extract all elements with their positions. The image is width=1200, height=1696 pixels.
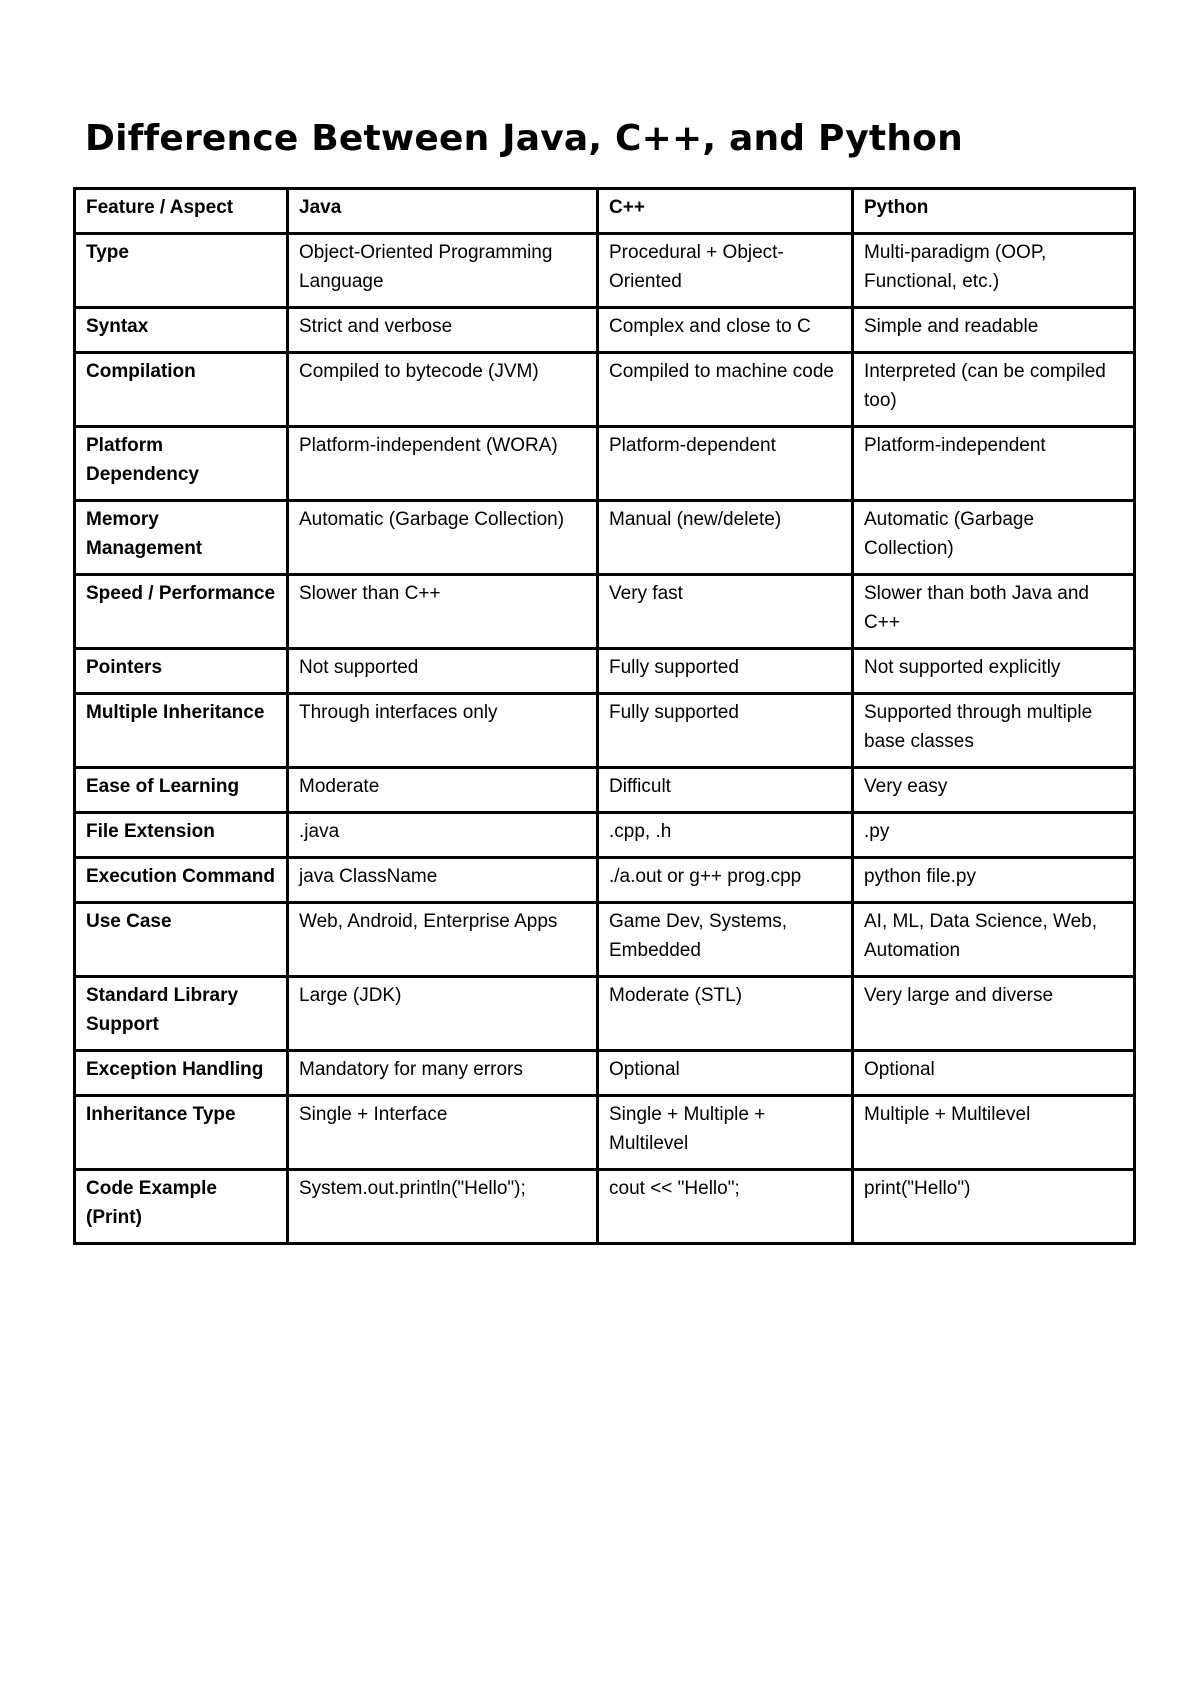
cell-java: Large (JDK) — [288, 977, 598, 1051]
cell-cpp: Single + Multiple + Multilevel — [598, 1096, 853, 1170]
cell-java: System.out.println("Hello"); — [288, 1170, 598, 1244]
table-row — [75, 234, 1135, 308]
cell-feature: Ease of Learning — [75, 768, 288, 813]
cell-cpp: Compiled to machine code — [598, 353, 853, 427]
cell-feature: Code Example (Print) — [75, 1170, 288, 1244]
table-row — [75, 427, 1135, 501]
cell-java: Web, Android, Enterprise Apps — [288, 903, 598, 977]
cell-feature: Multiple Inheritance — [75, 694, 288, 768]
table-row — [75, 353, 1135, 427]
table-row — [75, 649, 1135, 694]
table-row — [75, 768, 1135, 813]
cell-feature: Type — [75, 234, 288, 308]
cell-python: .py — [853, 813, 1135, 858]
cell-python: Multi-paradigm (OOP, Functional, etc.) — [853, 234, 1135, 308]
header-java: Java — [288, 189, 598, 234]
cell-python: AI, ML, Data Science, Web, Automation — [853, 903, 1135, 977]
cell-java: java ClassName — [288, 858, 598, 903]
cell-python: Supported through multiple base classes — [853, 694, 1135, 768]
cell-feature: Pointers — [75, 649, 288, 694]
table-row — [75, 501, 1135, 575]
table-row — [75, 1096, 1135, 1170]
cell-cpp: Difficult — [598, 768, 853, 813]
cell-cpp: Procedural + Object-Oriented — [598, 234, 853, 308]
cell-python: Multiple + Multilevel — [853, 1096, 1135, 1170]
cell-cpp: ./a.out or g++ prog.cpp — [598, 858, 853, 903]
header-python: Python — [853, 189, 1135, 234]
cell-feature: File Extension — [75, 813, 288, 858]
cell-cpp: Moderate (STL) — [598, 977, 853, 1051]
cell-python: Platform-independent — [853, 427, 1135, 501]
cell-cpp: Platform-dependent — [598, 427, 853, 501]
cell-java: Strict and verbose — [288, 308, 598, 353]
cell-feature: Use Case — [75, 903, 288, 977]
table-header-row — [75, 189, 1135, 234]
table-row — [75, 694, 1135, 768]
cell-feature: Exception Handling — [75, 1051, 288, 1096]
cell-cpp: Complex and close to C — [598, 308, 853, 353]
cell-python: print("Hello") — [853, 1170, 1135, 1244]
page-title: Difference Between Java, C++, and Python — [85, 118, 963, 159]
cell-python: Automatic (Garbage Collection) — [853, 501, 1135, 575]
cell-cpp: Manual (new/delete) — [598, 501, 853, 575]
cell-java: Automatic (Garbage Collection) — [288, 501, 598, 575]
cell-python: python file.py — [853, 858, 1135, 903]
cell-python: Not supported explicitly — [853, 649, 1135, 694]
cell-java: Single + Interface — [288, 1096, 598, 1170]
cell-cpp: cout << "Hello"; — [598, 1170, 853, 1244]
table-row — [75, 575, 1135, 649]
table-row — [75, 1051, 1135, 1096]
table-row — [75, 858, 1135, 903]
cell-feature: Syntax — [75, 308, 288, 353]
cell-java: Object-Oriented Programming Language — [288, 234, 598, 308]
cell-java: Not supported — [288, 649, 598, 694]
cell-java: Slower than C++ — [288, 575, 598, 649]
cell-cpp: Game Dev, Systems, Embedded — [598, 903, 853, 977]
cell-java: Moderate — [288, 768, 598, 813]
cell-python: Interpreted (can be compiled too) — [853, 353, 1135, 427]
cell-feature: Compilation — [75, 353, 288, 427]
header-cpp: C++ — [598, 189, 853, 234]
table-row — [75, 813, 1135, 858]
cell-java: Compiled to bytecode (JVM) — [288, 353, 598, 427]
cell-python: Slower than both Java and C++ — [853, 575, 1135, 649]
cell-feature: Standard Library Support — [75, 977, 288, 1051]
table-row — [75, 903, 1135, 977]
cell-cpp: Fully supported — [598, 649, 853, 694]
cell-cpp: Very fast — [598, 575, 853, 649]
cell-python: Optional — [853, 1051, 1135, 1096]
cell-feature: Inheritance Type — [75, 1096, 288, 1170]
cell-java: Platform-independent (WORA) — [288, 427, 598, 501]
cell-cpp: .cpp, .h — [598, 813, 853, 858]
header-feature: Feature / Aspect — [75, 189, 288, 234]
cell-feature: Execution Command — [75, 858, 288, 903]
comparison-table — [73, 187, 1136, 1245]
cell-java: .java — [288, 813, 598, 858]
cell-cpp: Fully supported — [598, 694, 853, 768]
cell-java: Mandatory for many errors — [288, 1051, 598, 1096]
cell-feature: Memory Management — [75, 501, 288, 575]
cell-python: Very large and diverse — [853, 977, 1135, 1051]
cell-python: Very easy — [853, 768, 1135, 813]
cell-feature: Speed / Performance — [75, 575, 288, 649]
cell-java: Through interfaces only — [288, 694, 598, 768]
table-row — [75, 308, 1135, 353]
cell-cpp: Optional — [598, 1051, 853, 1096]
cell-python: Simple and readable — [853, 308, 1135, 353]
table-row — [75, 977, 1135, 1051]
cell-feature: Platform Dependency — [75, 427, 288, 501]
table-row — [75, 1170, 1135, 1244]
